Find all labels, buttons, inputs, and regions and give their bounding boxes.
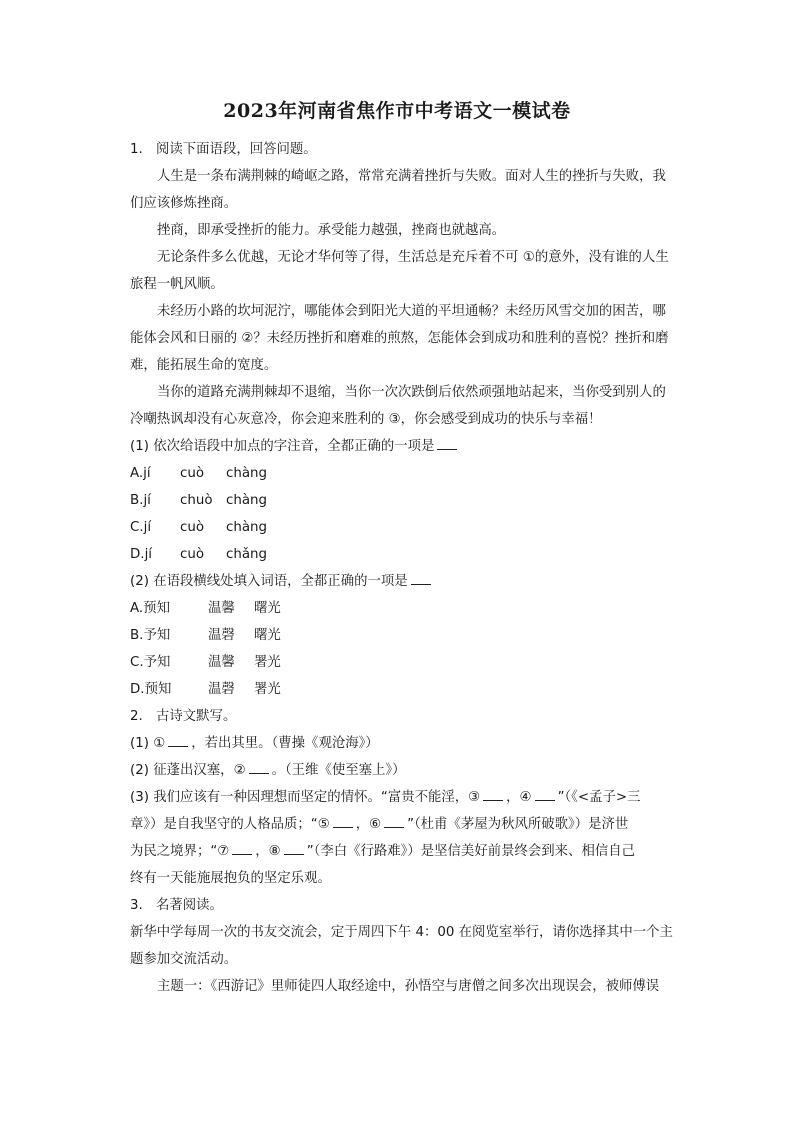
- line-text: ，⑧: [255, 844, 281, 859]
- answer-blank[interactable]: [437, 437, 457, 450]
- question-text: 名著阅读。: [156, 898, 223, 913]
- answer-blank[interactable]: [168, 734, 188, 747]
- option-d[interactable]: [130, 541, 690, 568]
- answer-blank[interactable]: [483, 788, 503, 801]
- exam-content: [130, 136, 690, 1000]
- passage-line: 当你的道路充满荆棘却不退缩，当你一次次跌倒后依然顽强地站起来，当你受到别人的: [157, 385, 666, 400]
- option-value: 署光: [254, 655, 281, 670]
- option-value: cuò: [180, 520, 205, 535]
- line-text: ”（《<孟子>三: [557, 790, 641, 805]
- passage-line: 未经历小路的坎坷泥泞，哪能体会到阳光大道的平坦通畅？未经历风雪交加的困苦，哪: [157, 304, 666, 319]
- answer-blank[interactable]: [411, 572, 431, 585]
- recitation-line-3b: [130, 811, 690, 838]
- option-value: 曙光: [254, 601, 281, 616]
- option-value: chàng: [226, 493, 268, 508]
- passage-line: 冷嘲热讽却没有心灰意冷，你会迎来胜利的 ③，你会感受到成功的快乐与幸福！: [130, 412, 602, 427]
- option-value: chàng: [226, 466, 268, 481]
- recitation-line-3d: 终有一天能施展抱负的坚定乐观。: [130, 871, 331, 886]
- option-value: 曙光: [254, 628, 281, 643]
- passage-line: 新华中学每周一次的书友交流会，定于周四下午 4：00 在阅览室举行，请你选择其中一个主: [130, 925, 673, 940]
- line-text: (3) 我们应该有一种因理想而坚定的情怀。“富贵不能淫，③: [130, 790, 481, 805]
- option-label: A.jí: [130, 466, 151, 481]
- question-text: 古诗文默写。: [156, 709, 237, 724]
- question-number: 3.: [130, 898, 143, 913]
- option-value: 温馨: [208, 655, 235, 670]
- recitation-line-3c: [130, 838, 690, 865]
- passage-line: 旅程一帆风顺。: [130, 277, 224, 292]
- option-label: A.预知: [130, 601, 170, 616]
- question-text: 阅读下面语段，回答问题。: [156, 142, 317, 157]
- option-a[interactable]: [130, 595, 690, 622]
- line-text: ，若出其里。（曹操《观沧海》）: [191, 736, 379, 751]
- answer-blank[interactable]: [384, 815, 404, 828]
- answer-blank[interactable]: [232, 842, 252, 855]
- option-a[interactable]: [130, 460, 690, 487]
- line-text: 为民之境界；“⑦: [130, 844, 230, 859]
- option-b[interactable]: [130, 622, 690, 649]
- option-value: 署光: [254, 682, 281, 697]
- passage-line: 主题一：《西游记》里师徒四人取经途中，孙悟空与唐僧之间多次出现误会，被师傅误: [157, 979, 660, 994]
- answer-blank[interactable]: [333, 815, 353, 828]
- line-text: ，④: [506, 790, 532, 805]
- option-label: B.jí: [130, 493, 151, 508]
- question-number: 2.: [130, 709, 143, 724]
- line-text: (2) 征蓬出汉塞，②: [130, 763, 246, 778]
- recitation-line-1: [130, 730, 690, 757]
- line-text: 章》）是自我坚守的人格品质；“⑤: [130, 817, 330, 832]
- passage-line: 无论条件多么优越，无论才华何等了得，生活总是充斥着不可 ①的意外，没有谁的人生: [157, 250, 669, 265]
- option-c[interactable]: [130, 649, 690, 676]
- page-title: 2023年河南省焦作市中考语文一模试卷: [223, 100, 571, 122]
- option-label: D.jí: [130, 547, 153, 562]
- sub-question-1: [130, 433, 690, 460]
- option-label: C.予知: [130, 655, 171, 670]
- passage-line: 能体会风和日丽的 ②？未经历挫折和磨难的煎熬，怎能体会到成功和胜利的喜悦？挫折和磨: [130, 331, 669, 346]
- line-text: ”（李白《行路难》）是坚信美好前景终会到来、相信自己: [306, 844, 636, 859]
- line-text: ，⑥: [355, 817, 382, 832]
- option-value: cuò: [180, 466, 205, 481]
- passage-line: 人生是一条布满荆棘的崎岖之路，常常充满着挫折与失败。面对人生的挫折与失败，我: [157, 169, 666, 184]
- sub-question-text: (1) 依次给语段中加点的字注音，全都正确的一项是: [130, 439, 435, 454]
- passage-line: 挫商，即承受挫折的能力。承受能力越强，挫商也就越高。: [157, 223, 506, 238]
- line-text: 。（王维《使至塞上》）: [271, 763, 406, 778]
- option-label: D.预知: [130, 682, 172, 697]
- recitation-line-2: [130, 757, 690, 784]
- question-2-stem: [130, 703, 690, 730]
- option-value: 温磬: [208, 682, 235, 697]
- line-text: (1) ①: [130, 736, 166, 751]
- passage-line: 题参加交流活动。: [130, 952, 238, 967]
- option-label: B.予知: [130, 628, 171, 643]
- question-number: 1.: [130, 142, 143, 157]
- question-3-stem: [130, 892, 690, 919]
- answer-blank[interactable]: [249, 761, 269, 774]
- option-d[interactable]: [130, 676, 690, 703]
- option-label: C.jí: [130, 520, 152, 535]
- sub-question-text: (2) 在语段横线处填入词语，全都正确的一项是: [130, 574, 408, 589]
- option-value: chǎng: [226, 547, 268, 562]
- option-value: 温磬: [208, 628, 235, 643]
- option-b[interactable]: [130, 487, 690, 514]
- question-1-stem: [130, 136, 690, 163]
- sub-question-2: [130, 568, 690, 595]
- passage-line: 们应该修炼挫商。: [130, 196, 238, 211]
- line-text: ”（杜甫《茅屋为秋风所破歌》）是济世: [407, 817, 629, 832]
- option-value: cuò: [180, 547, 205, 562]
- option-value: chàng: [226, 520, 268, 535]
- answer-blank[interactable]: [284, 842, 304, 855]
- answer-blank[interactable]: [535, 788, 555, 801]
- option-c[interactable]: [130, 514, 690, 541]
- recitation-line-3a: [130, 784, 690, 811]
- passage-line: 难，能拓展生命的宽度。: [130, 358, 278, 373]
- option-value: chuò: [180, 493, 213, 508]
- option-value: 温馨: [208, 601, 235, 616]
